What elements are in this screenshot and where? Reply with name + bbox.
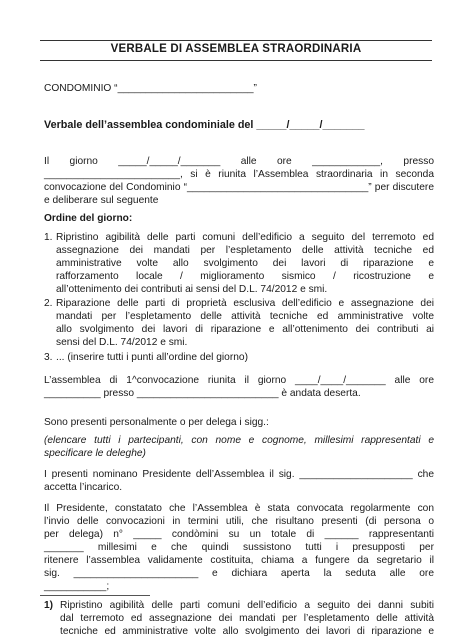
constatato-line-1: Il Presidente, constatato che l’Assemblea è stata convocata regolarmente con <box>44 503 434 514</box>
ordine-item-2-line: sensi del D.L. 74/2012 e smi. <box>56 337 188 348</box>
separator-rule <box>40 595 150 596</box>
ordine-item-2-line: mandati per l’espletamento delle attività tecniche ed amministrative volte <box>56 311 434 322</box>
prima-convocazione-line-2: __________ presso _________________________ è andata deserta. <box>44 388 361 399</box>
prima-convocazione-line-1: L’assemblea di 1^convocazione riunita il giorno ____/____/_______ alle ore <box>44 375 434 386</box>
ordine-item-2-number: 2. <box>44 298 53 309</box>
ordine-item-1-line: rafforzamento locale / miglioramento sismico / ricostruzione e <box>56 271 434 282</box>
ordine-item-1-line: all’ottenimento dei contributi ai sensi del D.L. 74/2012 e smi. <box>56 284 328 295</box>
giorno-line-2: ________________________, si è riunita l’Assemblea straordinaria in seconda <box>44 169 434 180</box>
final-item-line: dal terremoto ed assegnazione dei mandati per l’espletamento delle attività <box>60 613 434 624</box>
ordine-item-1-number: 1. <box>44 232 53 243</box>
ordine-item-1-line: Ripristino agibilità delle parti comuni dell’edificio a seguito del terremoto ed <box>56 232 434 243</box>
presidente-line-2: accetta l’incarico. <box>44 482 123 493</box>
constatato-line-7: ___________; <box>44 581 110 592</box>
verbale-heading: Verbale dell’assemblea condominiale del _____/_____/_______ <box>44 119 365 131</box>
constatato-line-6: sig. ______________________ e dichiara aperta la seduta alle ore <box>44 568 434 579</box>
ordine-heading: Ordine del giorno: <box>44 213 133 224</box>
final-item-line: tecniche ed amministrative volte allo svolgimento dei lavori di riparazione e <box>60 626 434 637</box>
title-bottom-rule <box>40 60 432 61</box>
presidente-line-1: I presenti nominano Presidente dell’Assemblea il sig. ____________________ che <box>44 469 434 480</box>
constatato-line-4: _______ millesimi e che quindi sussistono tutti i presupposti per <box>44 542 434 553</box>
constatato-line-3: per delega) n° _____ condòmini su un totale di ______ rappresentanti <box>44 529 434 540</box>
ordine-item-1-line: assegnazione dei mandati per l’espletamento delle attività tecniche ed <box>56 245 434 256</box>
giorno-line-1: Il giorno _____/_____/_______ alle ore ____________, presso <box>44 156 434 167</box>
final-item-line: Ripristino agibilità delle parti comuni dell’edificio a seguito dei danni subiti <box>60 600 434 611</box>
ordine-item-2-line: allo svolgimento dei lavori di riparazione e all’ottenimento dei contributi ai <box>56 324 434 335</box>
ordine-item-1-line: amministrative volte allo svolgimento dei lavori di riparazione e <box>56 258 434 269</box>
document-title: VERBALE DI ASSEMBLEA STRAORDINARIA <box>110 43 362 55</box>
constatato-line-2: l’invio delle convocazioni in termini utili, che risultano presenti (di persona o <box>44 516 434 527</box>
presenti-line: Sono presenti personalmente o per delega i sigg.: <box>44 417 269 428</box>
final-item-number: 1) <box>44 600 54 611</box>
elencare-line-1: (elencare tutti i partecipanti, con nome e cognome, millesimi rappresentati e <box>44 435 434 446</box>
constatato-line-5: ritenere l’assemblea validamente costituita, chiama a fungere da segretario il <box>44 555 434 566</box>
giorno-line-4: e deliberare sul seguente <box>44 195 159 206</box>
elencare-line-2: specificare le deleghe) <box>44 448 146 459</box>
ordine-item-3-line: ... (inserire tutti i punti all’ordine del giorno) <box>56 352 248 363</box>
ordine-item-3-number: 3. <box>44 352 53 363</box>
condominio-line: CONDOMINIO “________________________” <box>44 83 257 94</box>
title-top-rule <box>40 40 432 41</box>
ordine-item-2-line: Riparazione delle parti di proprietà esclusiva dell’edificio e assegnazione dei <box>56 298 434 309</box>
giorno-line-3: convocazione del Condominio “________________________________” per discutere <box>44 182 434 193</box>
